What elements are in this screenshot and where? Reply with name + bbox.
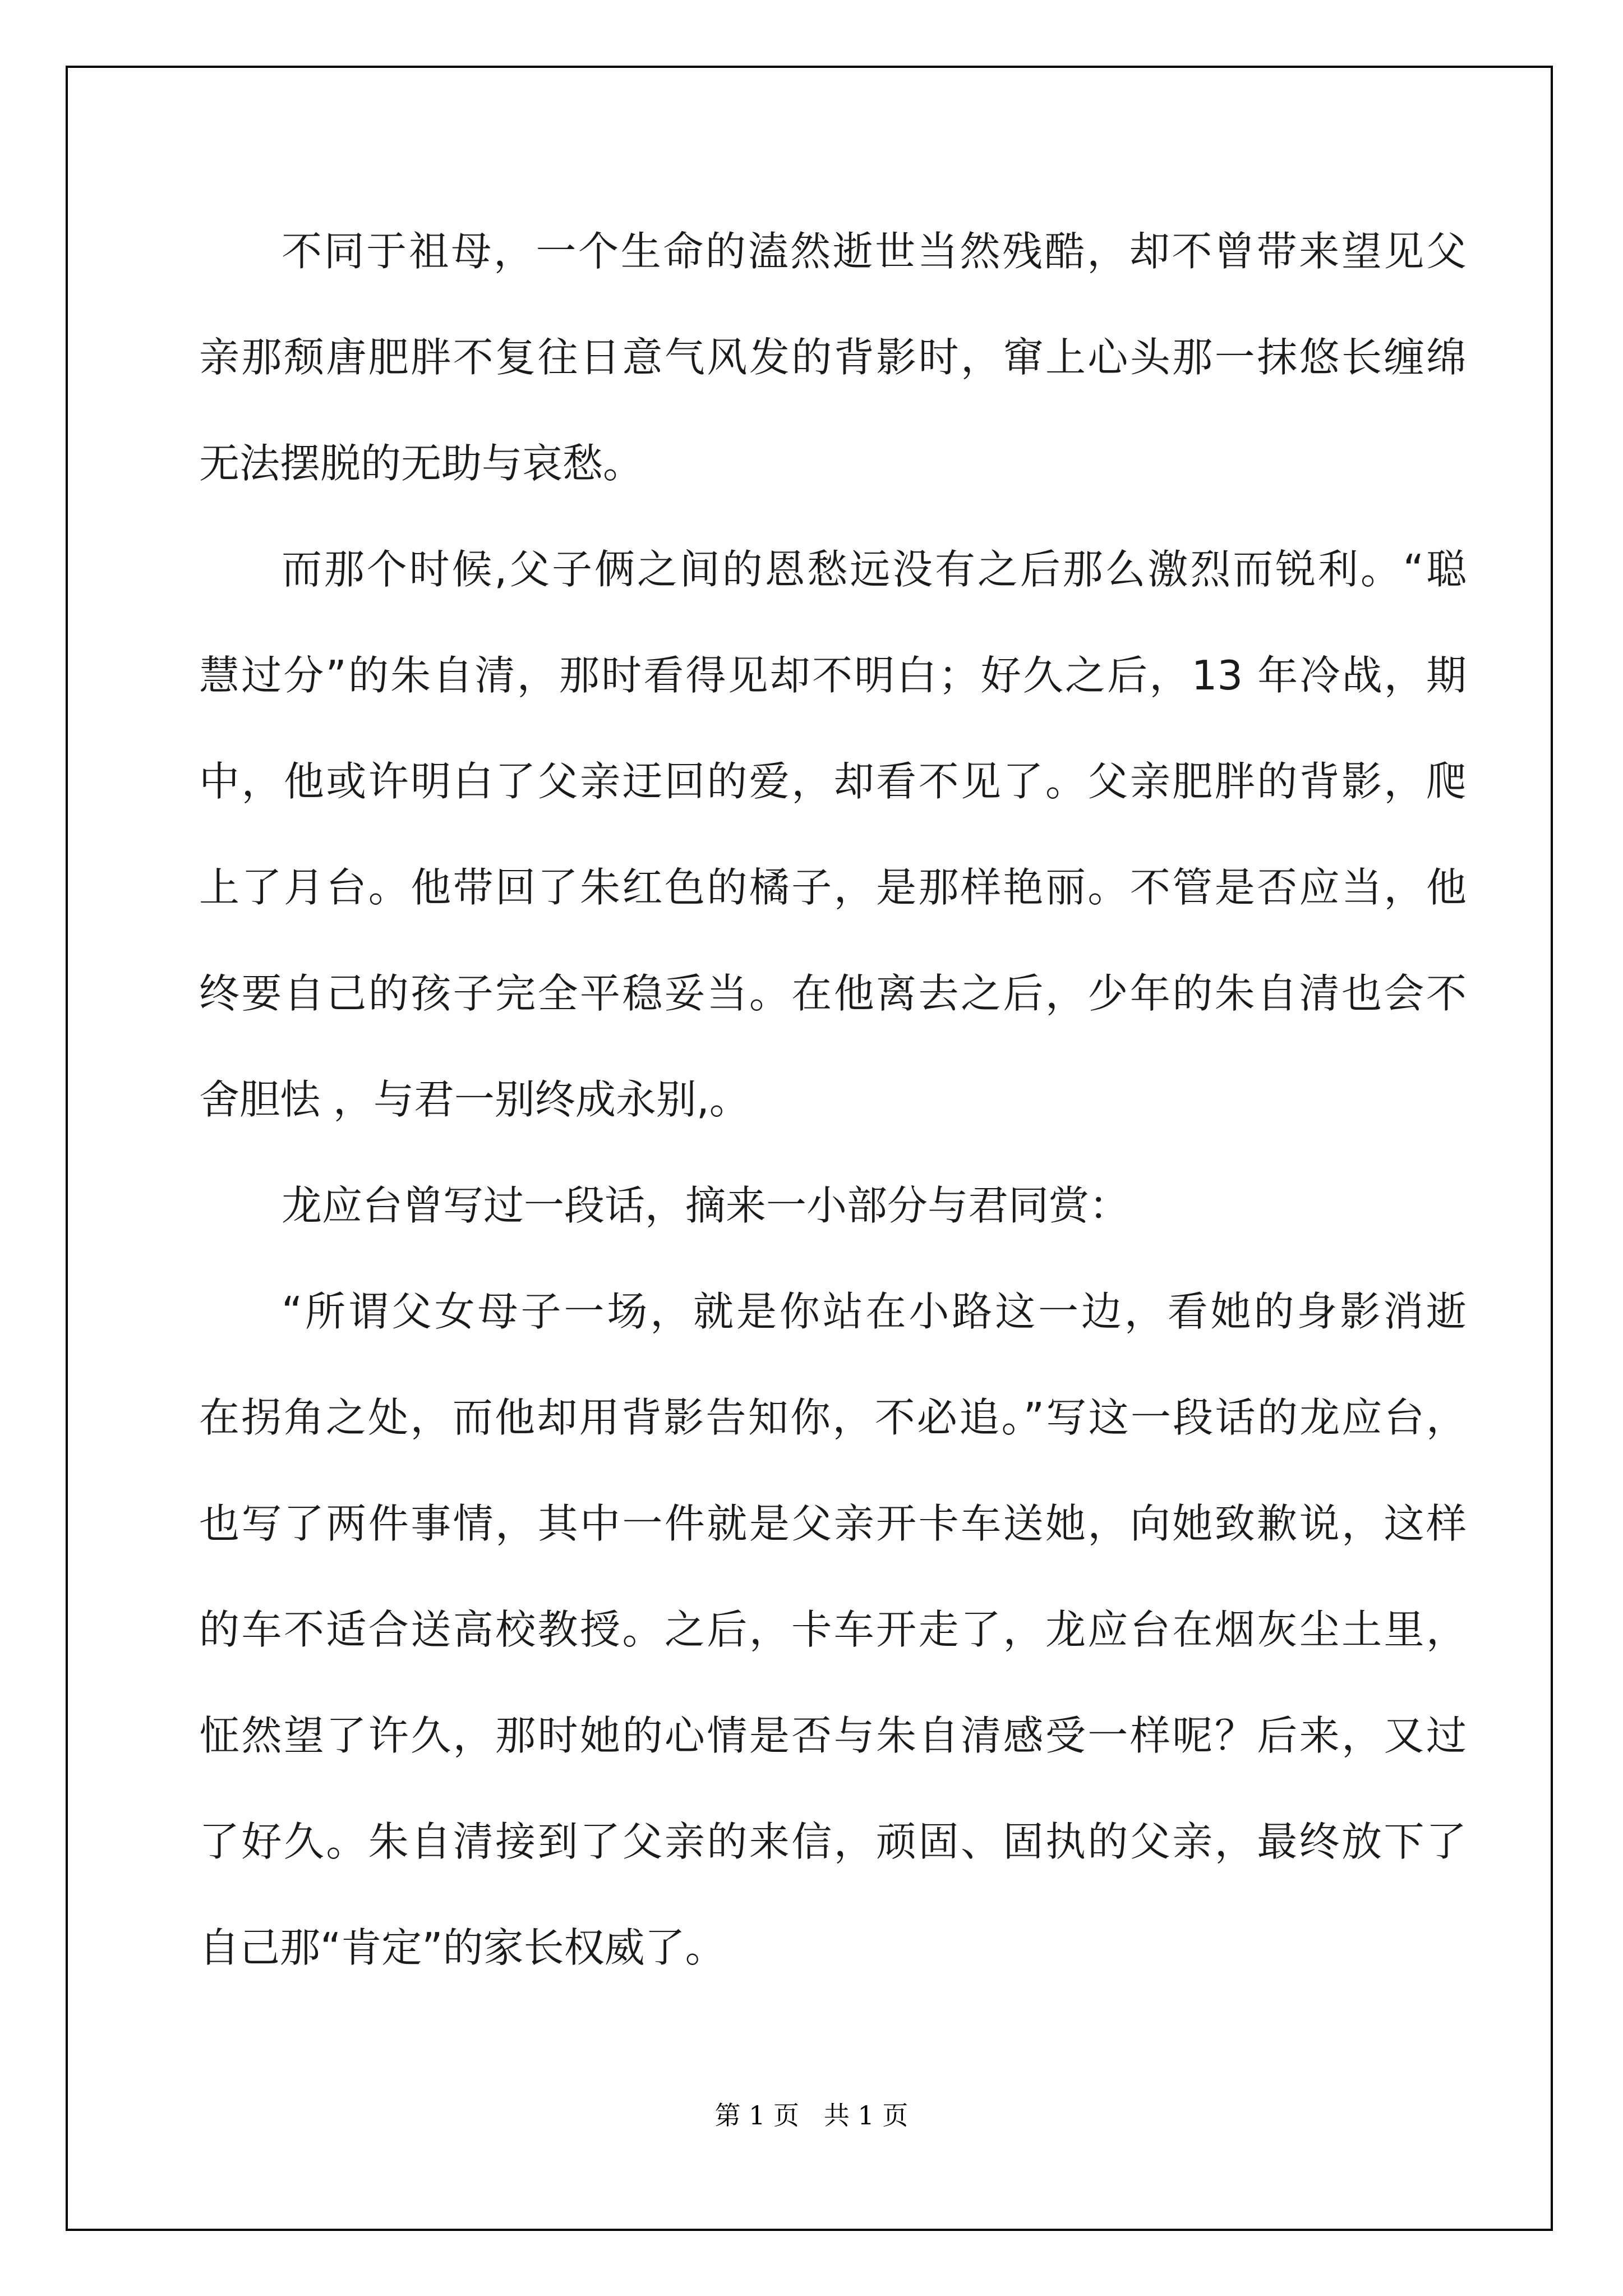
- text-line: 也写了两件事情，其中一件就是父亲开卡车送她，向她致歉说，这样: [199, 1500, 1467, 1547]
- text-line: 无法摆脱的无助与哀愁。: [199, 440, 644, 487]
- paragraph-2: [199, 517, 1467, 1153]
- text-line: 亲那颓唐肥胖不复往日意气风发的背影时，窜上心头那一抹悠长缠绵: [199, 334, 1467, 381]
- page-footer: 第 1 页 共 1 页: [714, 2100, 909, 2131]
- text-line: 终要自己的孩子完全平稳妥当。在他离去之后，少年的朱自清也会不: [199, 970, 1467, 1017]
- text-line: 怔然望了许久，那时她的心情是否与朱自清感受一样呢？后来，又过: [199, 1712, 1467, 1759]
- text-line: 慧过分”的朱自清，那时看得见却不明白；好久之后，13 年冷战，期: [199, 652, 1467, 699]
- text-line: 的车不适合送高校教授。之后，卡车开走了，龙应台在烟灰尘土里，: [199, 1606, 1467, 1653]
- text-line: 龙应台曾写过一段话，摘来一小部分与君同赏：: [282, 1182, 1130, 1229]
- paragraph-3: [199, 1153, 1467, 1259]
- text-line: “所谓父女母子一场，就是你站在小路这一边，看她的身影消逝: [282, 1288, 1467, 1335]
- document-body: [199, 199, 1467, 2001]
- text-line: 在拐角之处，而他却用背影告知你，不必追。”写这一段话的龙应台，: [199, 1394, 1467, 1441]
- text-line: 不同于祖母，一个生命的溘然逝世当然残酷，却不曾带来望见父: [282, 228, 1467, 275]
- text-line: 上了月台。他带回了朱红色的橘子，是那样艳丽。不管是否应当，他: [199, 864, 1467, 911]
- text-line: 舍胆怯 ，与君一别终成永别,。: [199, 1076, 750, 1123]
- text-line: 中，他或许明白了父亲迂回的爱，却看不见了。父亲肥胖的背影，爬: [199, 758, 1467, 805]
- text-line: 而那个时候,父子俩之间的恩愁远没有之后那么激烈而锐利。“聪: [282, 546, 1467, 593]
- paragraph-1: [199, 199, 1467, 517]
- text-line: 自己那“肯定”的家长权威了。: [199, 1924, 726, 1971]
- paragraph-4: [199, 1259, 1467, 2001]
- text-line: 了好久。朱自清接到了父亲的来信，顽固、固执的父亲，最终放下了: [199, 1818, 1467, 1865]
